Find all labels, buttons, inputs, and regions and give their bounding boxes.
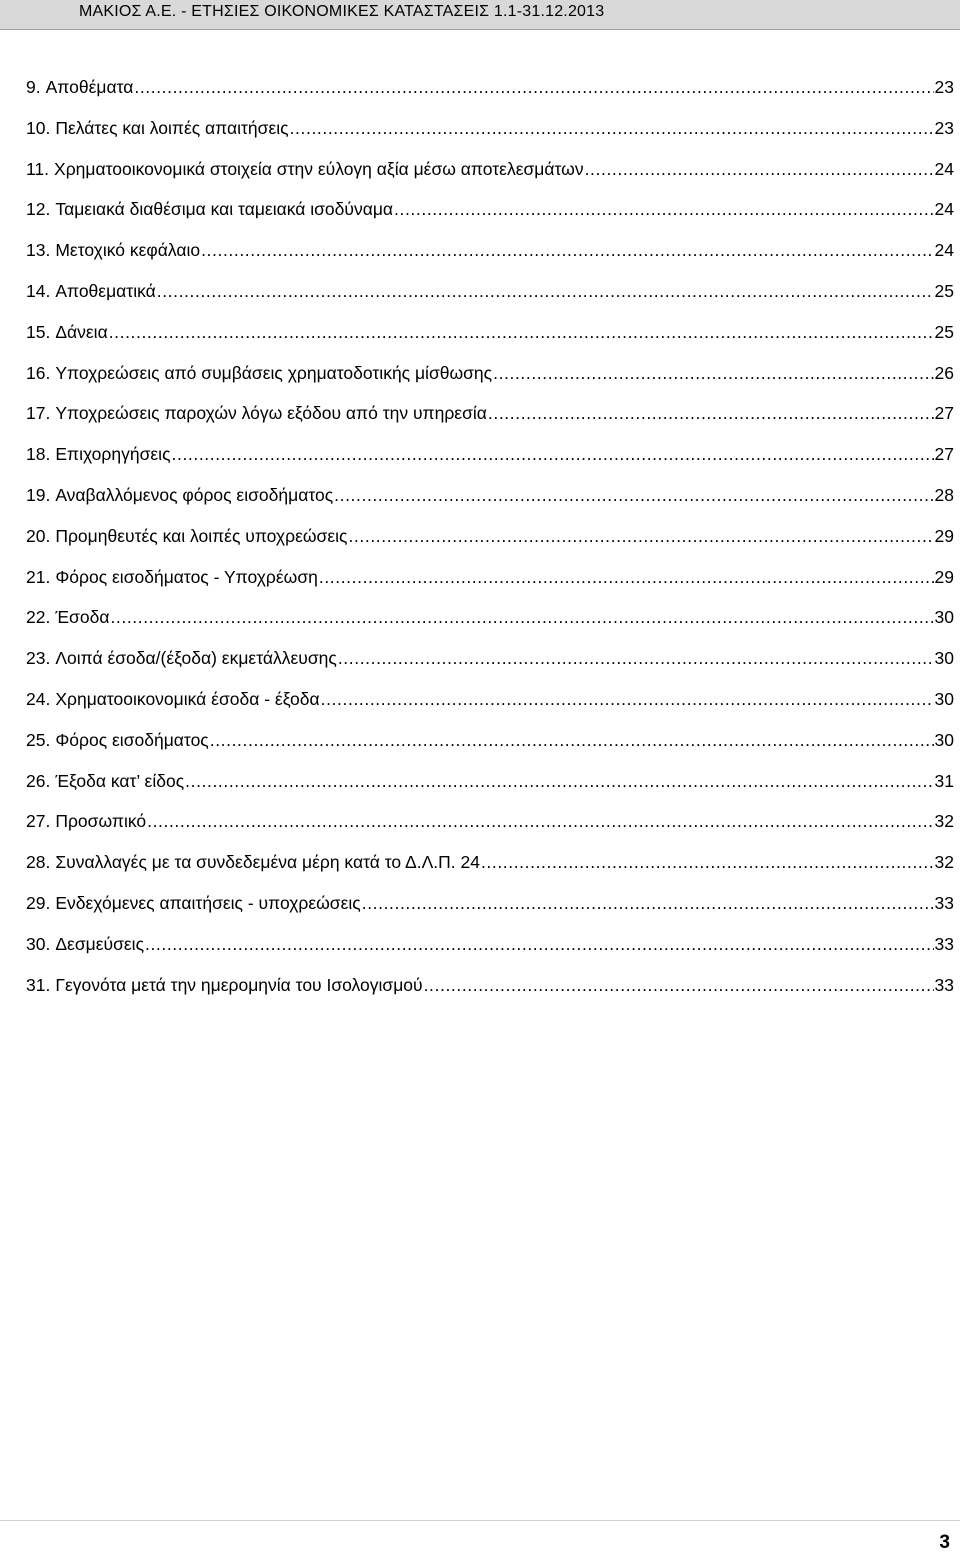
toc-entry-number: 26. [26, 770, 51, 791]
toc-entry[interactable] [26, 475, 954, 516]
toc-entry-number: 20. [26, 525, 51, 546]
toc-dot-leader [585, 149, 934, 190]
toc-entry-page: 24 [934, 240, 954, 261]
toc-entry-page: 27 [934, 403, 954, 424]
toc-entry-label: Φόρος εισοδήματος - Υποχρέωση [55, 566, 318, 587]
toc-entry[interactable] [26, 883, 954, 924]
toc-entry[interactable] [26, 312, 954, 353]
toc-entry[interactable] [26, 516, 954, 557]
toc-dot-leader [334, 475, 933, 516]
toc-entry-number: 27. [26, 811, 51, 832]
toc-entry[interactable] [26, 597, 954, 638]
toc-entry-label: Δάνεια [55, 321, 108, 342]
toc-entry-number: 13. [26, 240, 51, 261]
toc-entry-page: 30 [934, 688, 954, 709]
toc-entry-number: 9. [26, 77, 41, 97]
toc-entry-number: 18. [26, 444, 51, 465]
toc-entry-page: 23 [934, 117, 954, 138]
toc-dot-leader [424, 965, 934, 1006]
toc-entry[interactable] [26, 720, 954, 761]
toc-dot-leader [493, 353, 933, 394]
toc-entry[interactable] [26, 67, 954, 108]
toc-entry[interactable] [26, 965, 954, 1006]
toc-entry[interactable] [26, 801, 954, 842]
toc-entry-page: 30 [934, 648, 954, 669]
toc-entry-number: 25. [26, 729, 51, 750]
toc-entry-label: Έσοδα [55, 607, 110, 628]
toc-entry-page: 32 [934, 811, 954, 832]
toc-entry-number: 16. [26, 362, 51, 383]
toc-entry-label: Πελάτες και λοιπές απαιτήσεις [55, 117, 289, 138]
toc-dot-leader [147, 801, 933, 842]
toc-entry-label: Συναλλαγές με τα συνδεδεμένα μέρη κατά το Δ.Λ.Π. 24 [55, 852, 480, 873]
toc-entry-page: 27 [934, 444, 954, 465]
toc-dot-leader [185, 761, 933, 802]
toc-entry-page: 24 [934, 158, 954, 179]
toc-entry-page: 26 [934, 362, 954, 383]
toc-entry-number: 11. [26, 158, 50, 179]
toc-entry[interactable] [26, 679, 954, 720]
toc-dot-leader [488, 393, 934, 434]
toc-entry-label: Υποχρεώσεις παροχών λόγω εξόδου από την υπηρεσία [55, 403, 487, 424]
toc-dot-leader [290, 108, 934, 149]
toc-entry-number: 15. [26, 321, 51, 342]
toc-dot-leader [481, 842, 934, 883]
toc-entry[interactable] [26, 924, 954, 965]
toc-entry-page: 29 [934, 525, 954, 546]
toc-entry-label: Λοιπά έσοδα/(έξοδα) εκμετάλλευσης [55, 648, 337, 669]
toc-entry-number: 29. [26, 892, 51, 913]
toc-entry[interactable] [26, 557, 954, 598]
toc-entry-label: Αποθέματα [45, 77, 134, 97]
toc-entry-number: 19. [26, 484, 51, 505]
toc-dot-leader [362, 883, 934, 924]
footer-divider [0, 1520, 960, 1521]
toc-entry-number: 30. [26, 933, 51, 954]
toc-entry-label: Αναβαλλόμενος φόρος εισοδήματος [55, 484, 334, 505]
toc-entry-label: Αποθεματικά [55, 280, 156, 301]
toc-entry-number: 31. [26, 974, 51, 995]
toc-dot-leader [157, 271, 934, 312]
toc-entry-label: Γεγονότα μετά την ημερομηνία του Ισολογισμού [55, 974, 423, 995]
toc-entry[interactable] [26, 189, 954, 230]
toc-dot-leader [145, 924, 934, 965]
toc-entry[interactable] [26, 353, 954, 394]
toc-entry-page: 31 [934, 770, 954, 791]
toc-dot-leader [394, 189, 933, 230]
document-header [0, 0, 960, 30]
toc-entry-label: Χρηματοοικονομικά έσοδα - έξοδα [55, 688, 320, 709]
toc-entry-label: Χρηματοοικονομικά στοιχεία στην εύλογη αξία μέσω αποτελεσμάτων [54, 158, 584, 179]
toc-entry-label: Προμηθευτές και λοιπές υποχρεώσεις [55, 525, 348, 546]
toc-entry-label: Ενδεχόμενες απαιτήσεις - υποχρεώσεις [55, 892, 361, 913]
toc-entry[interactable] [26, 230, 954, 271]
toc-entry[interactable] [26, 761, 954, 802]
toc-dot-leader [321, 679, 934, 720]
toc-dot-leader [134, 67, 933, 108]
toc-entry-number: 10. [26, 117, 51, 138]
toc-entry[interactable] [26, 638, 954, 679]
toc-entry-label: Μετοχικό κεφάλαιο [55, 240, 201, 261]
toc-entry[interactable] [26, 149, 954, 190]
toc-dot-leader [109, 312, 934, 353]
toc-entry-number: 21. [26, 566, 51, 587]
toc-entry[interactable] [26, 271, 954, 312]
toc-entry-page: 33 [934, 974, 954, 995]
toc-entry-page: 33 [934, 933, 954, 954]
toc-dot-leader [348, 516, 933, 557]
toc-entry-label: Υποχρεώσεις από συμβάσεις χρηματοδοτικής μίσθωσης [55, 362, 493, 383]
toc-dot-leader [319, 557, 934, 598]
toc-entry-label: Φόρος εισοδήματος [55, 729, 209, 750]
toc-entry-label: Ταμειακά διαθέσιμα και ταμειακά ισοδύναμα [55, 199, 394, 220]
toc-entry-label: Προσωπικό [55, 811, 147, 832]
toc-entry-label: Έξοδα κατ’ είδος [55, 770, 185, 791]
toc-entry[interactable] [26, 434, 954, 475]
document-title: ΜΑΚΙΟΣ Α.Ε. - ΕΤΗΣΙΕΣ ΟΙΚΟΝΟΜΙΚΕΣ ΚΑΤΑΣΤΑΣΕΙΣ 1.1-31.12.2013 [79, 3, 605, 20]
toc-entry-page: 23 [934, 77, 954, 97]
toc-entry-page: 30 [934, 607, 954, 628]
toc-entry-page: 29 [934, 566, 954, 587]
toc-dot-leader [110, 597, 933, 638]
toc-entry-page: 28 [934, 484, 954, 505]
toc-dot-leader [172, 434, 934, 475]
toc-entry-number: 12. [26, 199, 51, 220]
toc-entry-number: 22. [26, 607, 51, 628]
toc-entry-page: 24 [934, 199, 954, 220]
toc-entry-label: Δεσμεύσεις [55, 933, 144, 954]
toc-dot-leader [210, 720, 934, 761]
toc-entry-page: 25 [934, 280, 954, 301]
toc-dot-leader [338, 638, 934, 679]
toc-entry-number: 23. [26, 648, 51, 669]
toc-entry-number: 17. [26, 403, 51, 424]
toc-entry-number: 14. [26, 280, 51, 301]
toc-entry-label: Επιχορηγήσεις [55, 444, 171, 465]
toc-entry-number: 28. [26, 852, 51, 873]
toc-entry-page: 30 [934, 729, 954, 750]
toc-entry-number: 24. [26, 688, 51, 709]
toc-dot-leader [201, 230, 933, 271]
toc-entry-page: 32 [934, 852, 954, 873]
toc-entry-page: 33 [934, 892, 954, 913]
toc-entry[interactable] [26, 108, 954, 149]
toc-entry-page: 25 [934, 321, 954, 342]
page-number: 3 [939, 1532, 950, 1553]
table-of-contents [26, 67, 954, 1005]
toc-entry[interactable] [26, 393, 954, 434]
toc-entry[interactable] [26, 842, 954, 883]
